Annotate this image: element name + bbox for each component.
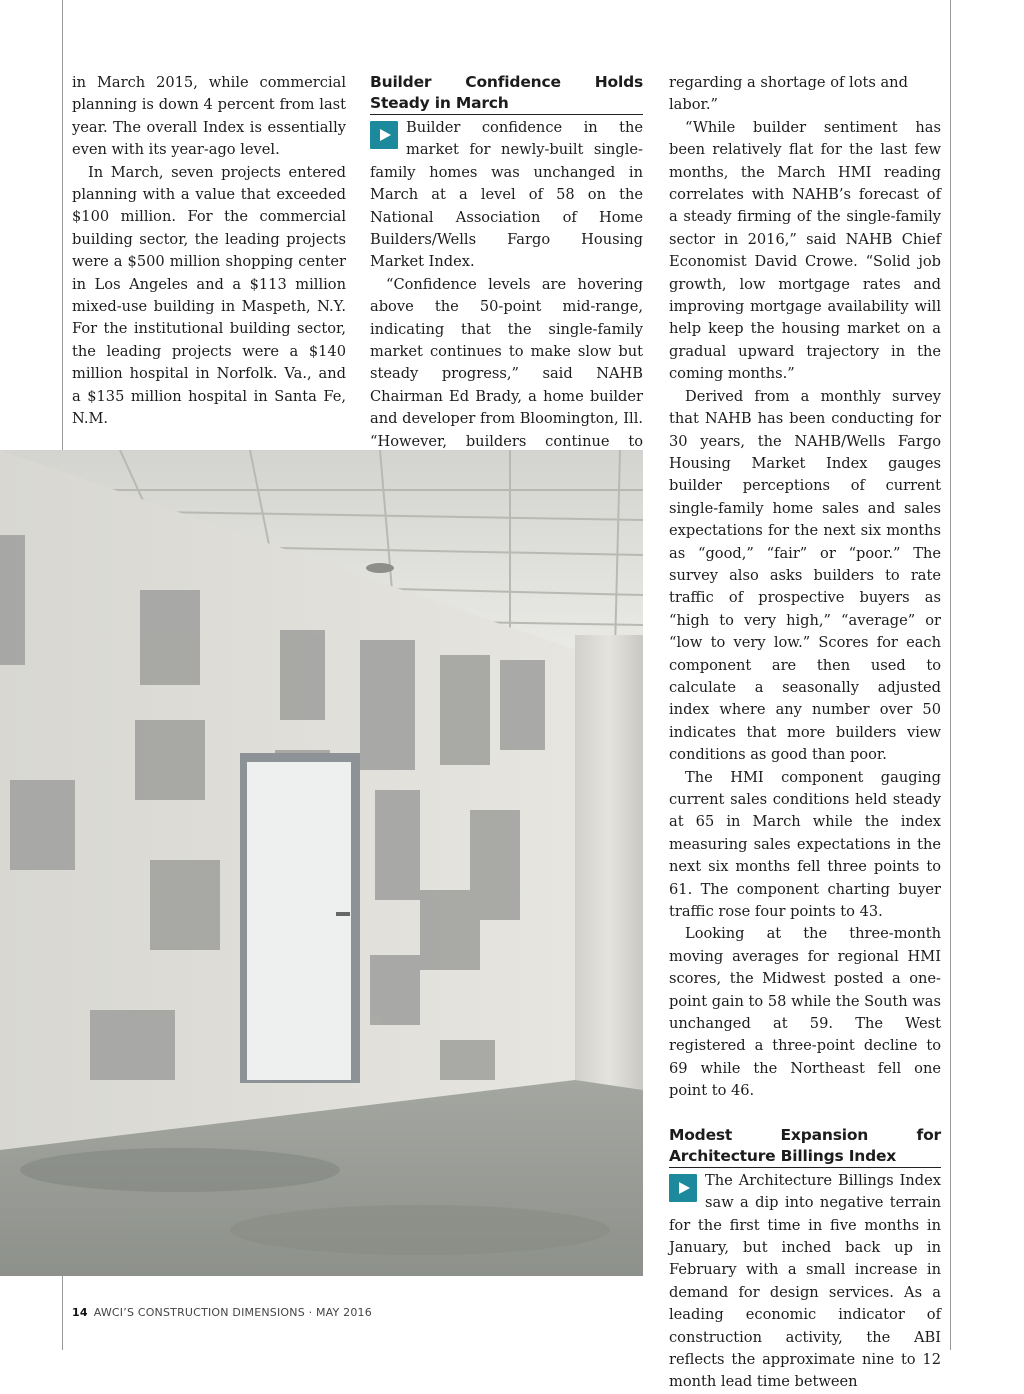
- play-arrow-icon: [370, 121, 398, 149]
- drywall-room-photo: [0, 450, 643, 1276]
- left-paragraph-1: in March 2015, while commercial planning is down 4 percent from last year. The overall Index is essentially even with its year-ago level.: [72, 74, 346, 159]
- builder-confidence-heading: Builder Confidence Holds Steady in March: [370, 73, 643, 112]
- left-paragraph-2: In March, seven projects entered planning with a value that exceeded $100 million. For the commercial building sector, the leading projects were a $500 million shopping center in Los Angeles and a $113 million mixed-use building in Maspeth, N.Y. For the institutional building sector, the leading projects were a $140 million hospital in Norfolk. Va., and a $135 million hospital in Santa Fe, N.M.: [72, 163, 346, 428]
- heading-rule: [370, 114, 643, 115]
- right-paragraph-3: Derived from a monthly survey that NAHB has been conducting for 30 years, the NAHB/Wells Fargo Housing Market Index gauges builder perceptions of current single-family home sales and sales expectations for the next six months as “good,” “fair” or “poor.” The survey also asks builders to rate traffic of prospective buyers as “high to very high,” “average” or “low to very low.” Scores for each component are then used to calculate a seasonally adjusted index where any number over 50 indicates that more builders view conditions as good than poor.: [669, 387, 941, 764]
- right-paragraph-1: regarding a shortage of lots and labor.”: [669, 74, 908, 114]
- page-number: 14: [72, 1306, 88, 1319]
- right-column: [669, 72, 941, 1394]
- photo-illustration: [0, 450, 643, 1276]
- right-paragraph-2: “While builder sentiment has been relatively flat for the last few months, the March HMI reading correlates with NAHB’s forecast of a steady firming of the single-family sector in 2016,” said NAHB Chief Economist David Crowe. “Solid job growth, low mortgage rates and improving mortgage availability will help keep the housing market on a gradual upward trajectory in the coming months.”: [669, 118, 941, 383]
- publication-name: AWCI’S CONSTRUCTION DIMENSIONS · MAY 2016: [93, 1306, 372, 1319]
- left-column: [72, 72, 346, 431]
- play-arrow-icon: [669, 1174, 697, 1202]
- page-footer: [72, 1306, 372, 1319]
- right-lead-text: The Architecture Billings Index saw a dip into negative terrain for the first time in five months in January, but inched back up in February with a small increase in demand for design services. As a leading economic indicator of construction activity, the ABI reflects the approximate nine to 12 month lead time between: [669, 1171, 941, 1391]
- heading2-rule: [669, 1167, 941, 1168]
- right-lead-paragraph: [669, 1170, 941, 1394]
- middle-lead-paragraph: [370, 117, 643, 274]
- middle-paragraph-2: “Confidence levels are hovering above the 50-point mid-range, indicating that the single-family market continues to make slow but steady progress,” said NAHB Chairman Ed Brady, a home builder and developer from Bloomington, Ill. “However, builders continue to: [370, 275, 643, 450]
- middle-lead-text: Builder confidence in the market for newly-built single-family homes was unchanged in March at a level of 58 on the National Association of Home Builders/Wells Fargo Housing Market Index.: [370, 119, 643, 271]
- middle-column: [370, 72, 643, 476]
- right-margin-rule: [950, 0, 951, 1350]
- abi-heading: Modest Expansion for Architecture Billings Index: [669, 1125, 941, 1165]
- right-paragraph-4: The HMI component gauging current sales conditions held steady at 65 in March while the index measuring sales expectations in the next six months fell three points to 61. The component charting buyer traffic rose four points to 43.: [669, 768, 941, 921]
- right-paragraph-5: Looking at the three-month moving averages for regional HMI scores, the Midwest posted a one-point gain to 58 while the South was unchanged at 59. The West registered a three-point decline to 69 while the Northeast fell one point to 46.: [669, 925, 941, 1100]
